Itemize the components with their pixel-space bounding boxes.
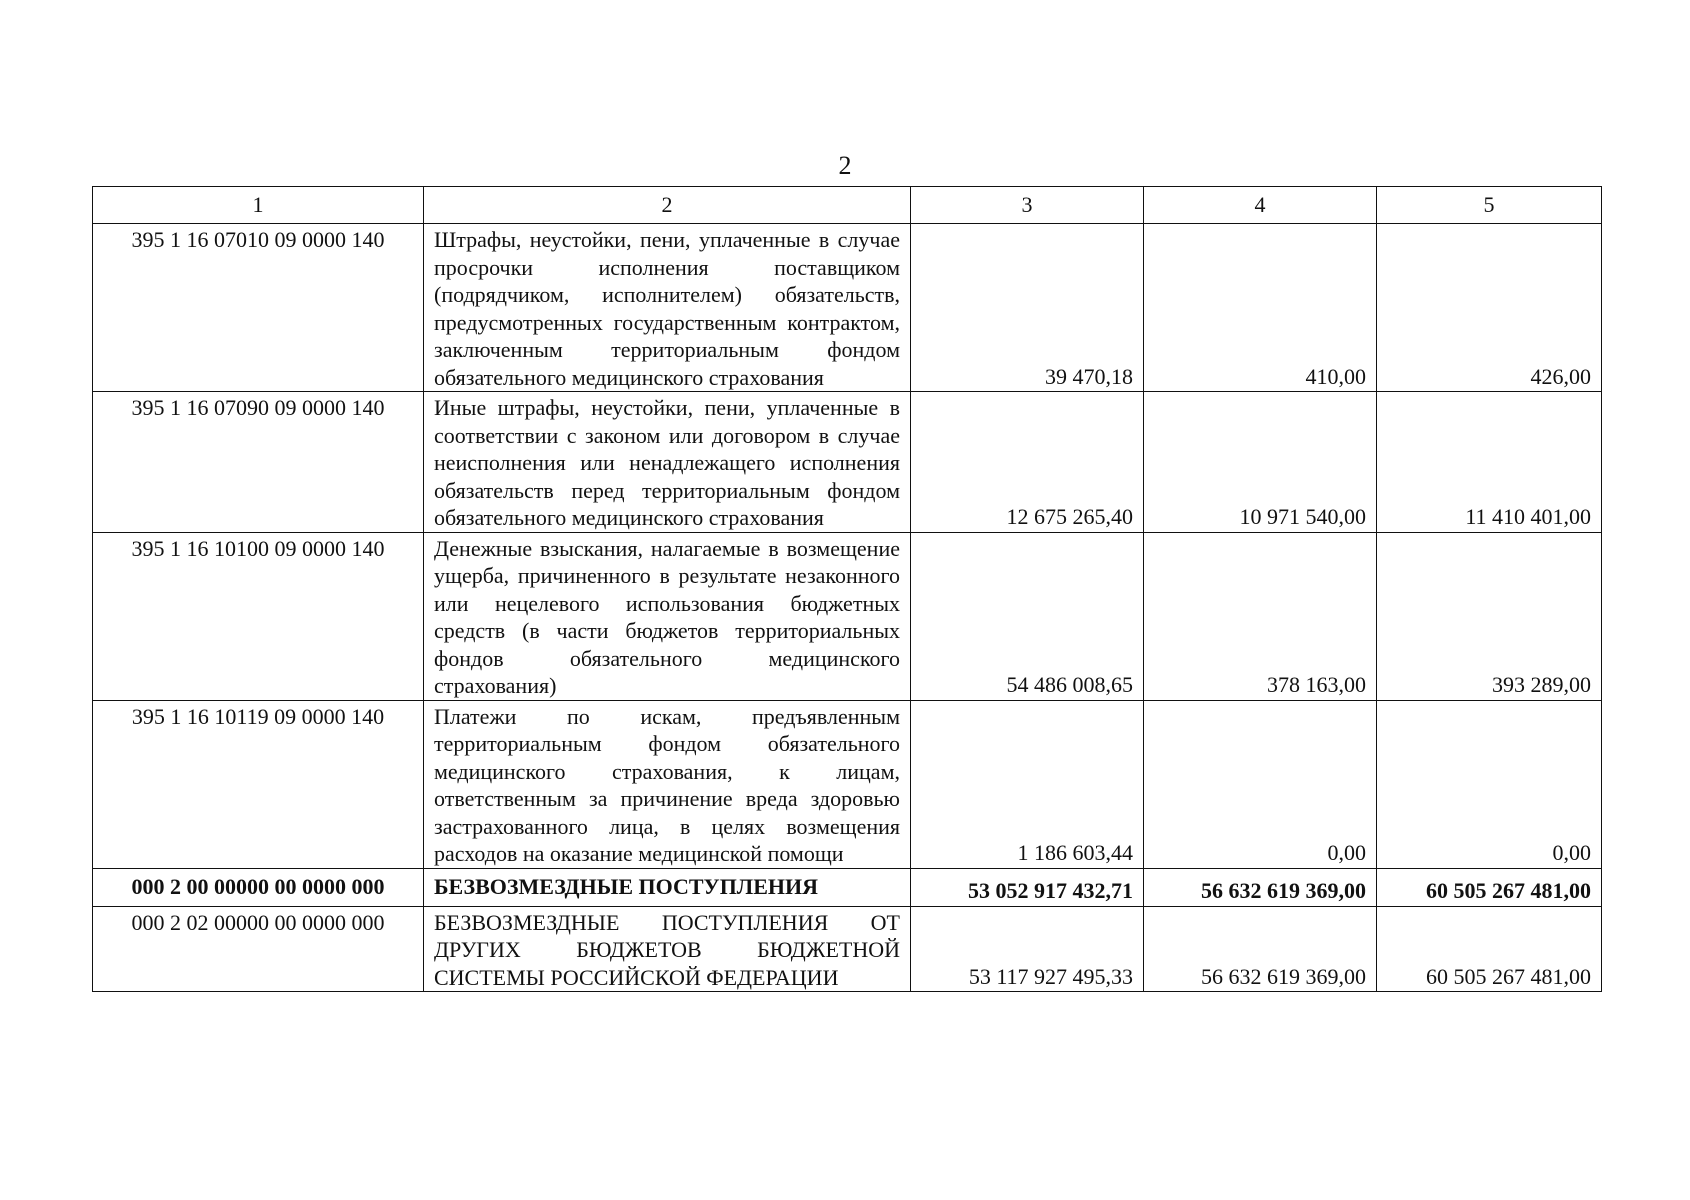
amount-col4-cell: 56 632 619 369,00 (1144, 868, 1377, 906)
table-row (93, 224, 1602, 392)
column-header-1: 1 (93, 187, 424, 224)
amount-col4-cell: 56 632 619 369,00 (1144, 906, 1377, 992)
table-row (93, 906, 1602, 992)
revenue-name-cell: БЕЗВОЗМЕЗДНЫЕ ПОСТУПЛЕНИЯ ОТ ДРУГИХ БЮДЖЕТОВ БЮДЖЕТНОЙ СИСТЕМЫ РОССИЙСКОЙ ФЕДЕРАЦИИ (424, 906, 911, 992)
amount-col3-cell: 54 486 008,65 (911, 532, 1144, 700)
table-row (93, 532, 1602, 700)
budget-code-cell: 000 2 02 00000 00 0000 000 (93, 906, 424, 992)
amount-col3-cell: 53 117 927 495,33 (911, 906, 1144, 992)
budget-code-cell: 395 1 16 07090 09 0000 140 (93, 392, 424, 533)
amount-col5-cell: 0,00 (1377, 700, 1602, 868)
column-header-2: 2 (424, 187, 911, 224)
amount-col5-cell: 60 505 267 481,00 (1377, 868, 1602, 906)
column-header-3: 3 (911, 187, 1144, 224)
amount-col4-cell: 410,00 (1144, 224, 1377, 392)
budget-code-cell: 000 2 00 00000 00 0000 000 (93, 868, 424, 906)
amount-col3-cell: 1 186 603,44 (911, 700, 1144, 868)
amount-col4-cell: 10 971 540,00 (1144, 392, 1377, 533)
column-number-row (93, 187, 1602, 224)
amount-col4-cell: 378 163,00 (1144, 532, 1377, 700)
revenue-name-cell: Штрафы, неустойки, пени, уплаченные в случае просрочки исполнения поставщиком (подрядчиком, исполнителем) обязательств, предусмотренных государственным контрактом, заключенным территориальным фондом обязательного медицинского страхования (424, 224, 911, 392)
table-row (93, 392, 1602, 533)
revenue-name-cell: БЕЗВОЗМЕЗДНЫЕ ПОСТУПЛЕНИЯ (424, 868, 911, 906)
budget-code-cell: 395 1 16 10100 09 0000 140 (93, 532, 424, 700)
revenue-table (92, 186, 1602, 992)
amount-col5-cell: 393 289,00 (1377, 532, 1602, 700)
amount-col5-cell: 60 505 267 481,00 (1377, 906, 1602, 992)
amount-col3-cell: 12 675 265,40 (911, 392, 1144, 533)
revenue-name-cell: Денежные взыскания, налагаемые в возмещение ущерба, причиненного в результате незаконного или нецелевого использования бюджетных средств (в части бюджетов территориальных фондов обязательного медицинского страхования) (424, 532, 911, 700)
amount-col3-cell: 39 470,18 (911, 224, 1144, 392)
column-header-4: 4 (1144, 187, 1377, 224)
revenue-name-cell: Платежи по искам, предъявленным территориальным фондом обязательного медицинского страхования, к лицам, ответственным за причинение вреда здоровью застрахованного лица, в целях возмещения расходов на оказание медицинской помощи (424, 700, 911, 868)
page-number: 2 (838, 151, 852, 180)
amount-col4-cell: 0,00 (1144, 700, 1377, 868)
column-header-5: 5 (1377, 187, 1602, 224)
budget-code-cell: 395 1 16 10119 09 0000 140 (93, 700, 424, 868)
amount-col3-cell: 53 052 917 432,71 (911, 868, 1144, 906)
table-row-total (93, 868, 1602, 906)
table-row (93, 700, 1602, 868)
revenue-name-cell: Иные штрафы, неустойки, пени, уплаченные в соответствии с законом или договором в случае неисполнения или ненадлежащего исполнения обязательств перед территориальным фондом обязательного медицинского страхования (424, 392, 911, 533)
amount-col5-cell: 11 410 401,00 (1377, 392, 1602, 533)
budget-code-cell: 395 1 16 07010 09 0000 140 (93, 224, 424, 392)
amount-col5-cell: 426,00 (1377, 224, 1602, 392)
